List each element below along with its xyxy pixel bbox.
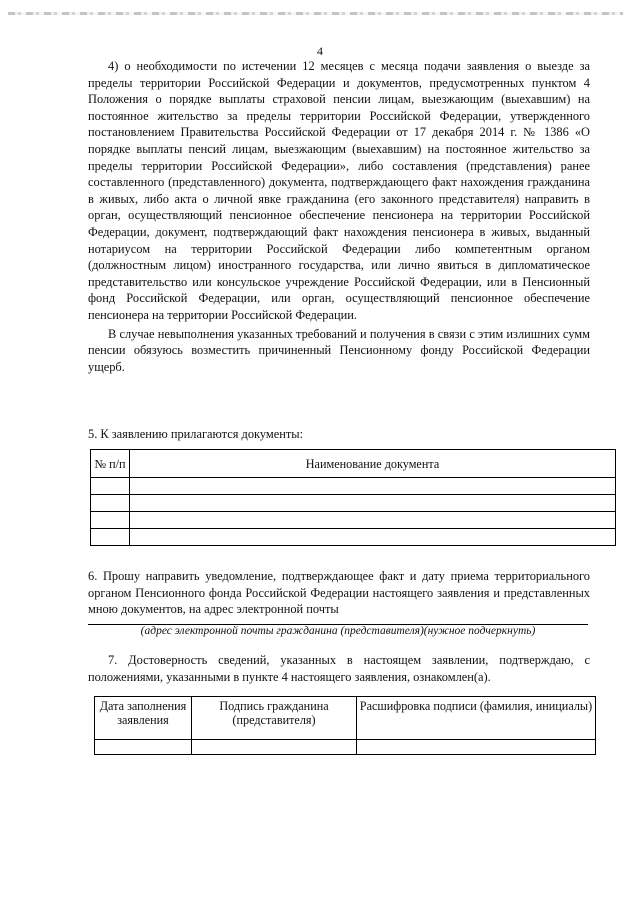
decode-cell[interactable]	[357, 740, 596, 755]
table-row	[91, 529, 616, 546]
signature-cell[interactable]	[192, 740, 357, 755]
document-number-cell[interactable]	[91, 529, 130, 546]
date-cell[interactable]	[95, 740, 192, 755]
document-name-cell[interactable]	[130, 529, 616, 546]
section-6-text	[88, 568, 590, 618]
signature-col-date: Дата заполнения заявления	[95, 697, 192, 740]
document-number-cell[interactable]	[91, 495, 130, 512]
signature-col-signature: Подпись гражданина (представителя)	[192, 697, 357, 740]
document-number-cell[interactable]	[91, 478, 130, 495]
signature-table	[94, 696, 596, 755]
section-4-paragraph-1: 4) о необходимости по истечении 12 месяцев с месяца подачи заявления о выезде за пределы территории Российской Федерации и документов, предусмотренных пунктом 4 Положения о порядке выплаты страховой пенсии лицам, выезжающим (выехавшим) на постоянное жительство за пределы территории Российской Федерации, утвержденного постановлением Правительства Российской Федерации от 17 декабря 2014 г. № 1386 «О порядке выплаты пенсий лицам, выезжающим (выехавшим) на постоянное жительство за пределы территории Российской Федерации», либо составления (представления) ранее составленного (представленного) документа, подтверждающего факт нахождения гражданина в живых, либо акта о личной явке гражданина (его законного представителя) направить в орган, осуществляющий пенсионное обеспечение пенсионера на территории Российской Федерации, документ, подтверждающий факт нахождения пенсионера в живых, выданный нотариусом на территории Российской Федерации либо компетентным органом (должностным лицом) иностранного государства, или лично явиться в дипломатическое представительство или консульское учреждение Российской Федерации, или в Пенсионный фонд Российской Федерации, или орган, осуществляющий пенсионное обеспечение пенсионера на территории Российской Федерации.	[88, 59, 590, 322]
scan-header-noise	[8, 12, 623, 15]
email-hint: (адрес электронной почты гражданина (представителя)(нужное подчеркнуть)	[140, 625, 536, 637]
document-name-cell[interactable]	[130, 495, 616, 512]
documents-col-number: № п/п	[91, 450, 130, 478]
section-5-title: 5. К заявлению прилагаются документы:	[88, 427, 304, 441]
table-row	[91, 512, 616, 529]
table-row	[91, 495, 616, 512]
documents-col-name: Наименование документа	[130, 450, 616, 478]
section-4-paragraph-2: В случае невыполнения указанных требований и получения в связи с этим излишних сумм пенсии обязуюсь возместить причиненный Пенсионному фонду Российской Федерации ущерб.	[88, 326, 590, 374]
section-6-paragraph: 6. Прошу направить уведомление, подтверждающее факт и дату приема территориального органом Пенсионного фонда Российской Федерации настоящего заявления и представленных мною документов, на адрес электронной почты	[88, 569, 590, 617]
section-4-text	[88, 58, 590, 375]
document-name-cell[interactable]	[130, 512, 616, 529]
table-row	[95, 740, 596, 755]
document-number-cell[interactable]	[91, 512, 130, 529]
section-7-text	[88, 652, 590, 685]
documents-table	[90, 449, 616, 546]
table-row	[91, 478, 616, 495]
signature-col-decode: Расшифровка подписи (фамилия, инициалы)	[357, 697, 596, 740]
section-7-paragraph: 7. Достоверность сведений, указанных в настоящем заявлении, подтверждаю, с положениями, указанными в пункте 4 настоящего заявления, ознакомлен(а).	[88, 653, 590, 684]
page-number: 4	[317, 44, 323, 58]
document-name-cell[interactable]	[130, 478, 616, 495]
